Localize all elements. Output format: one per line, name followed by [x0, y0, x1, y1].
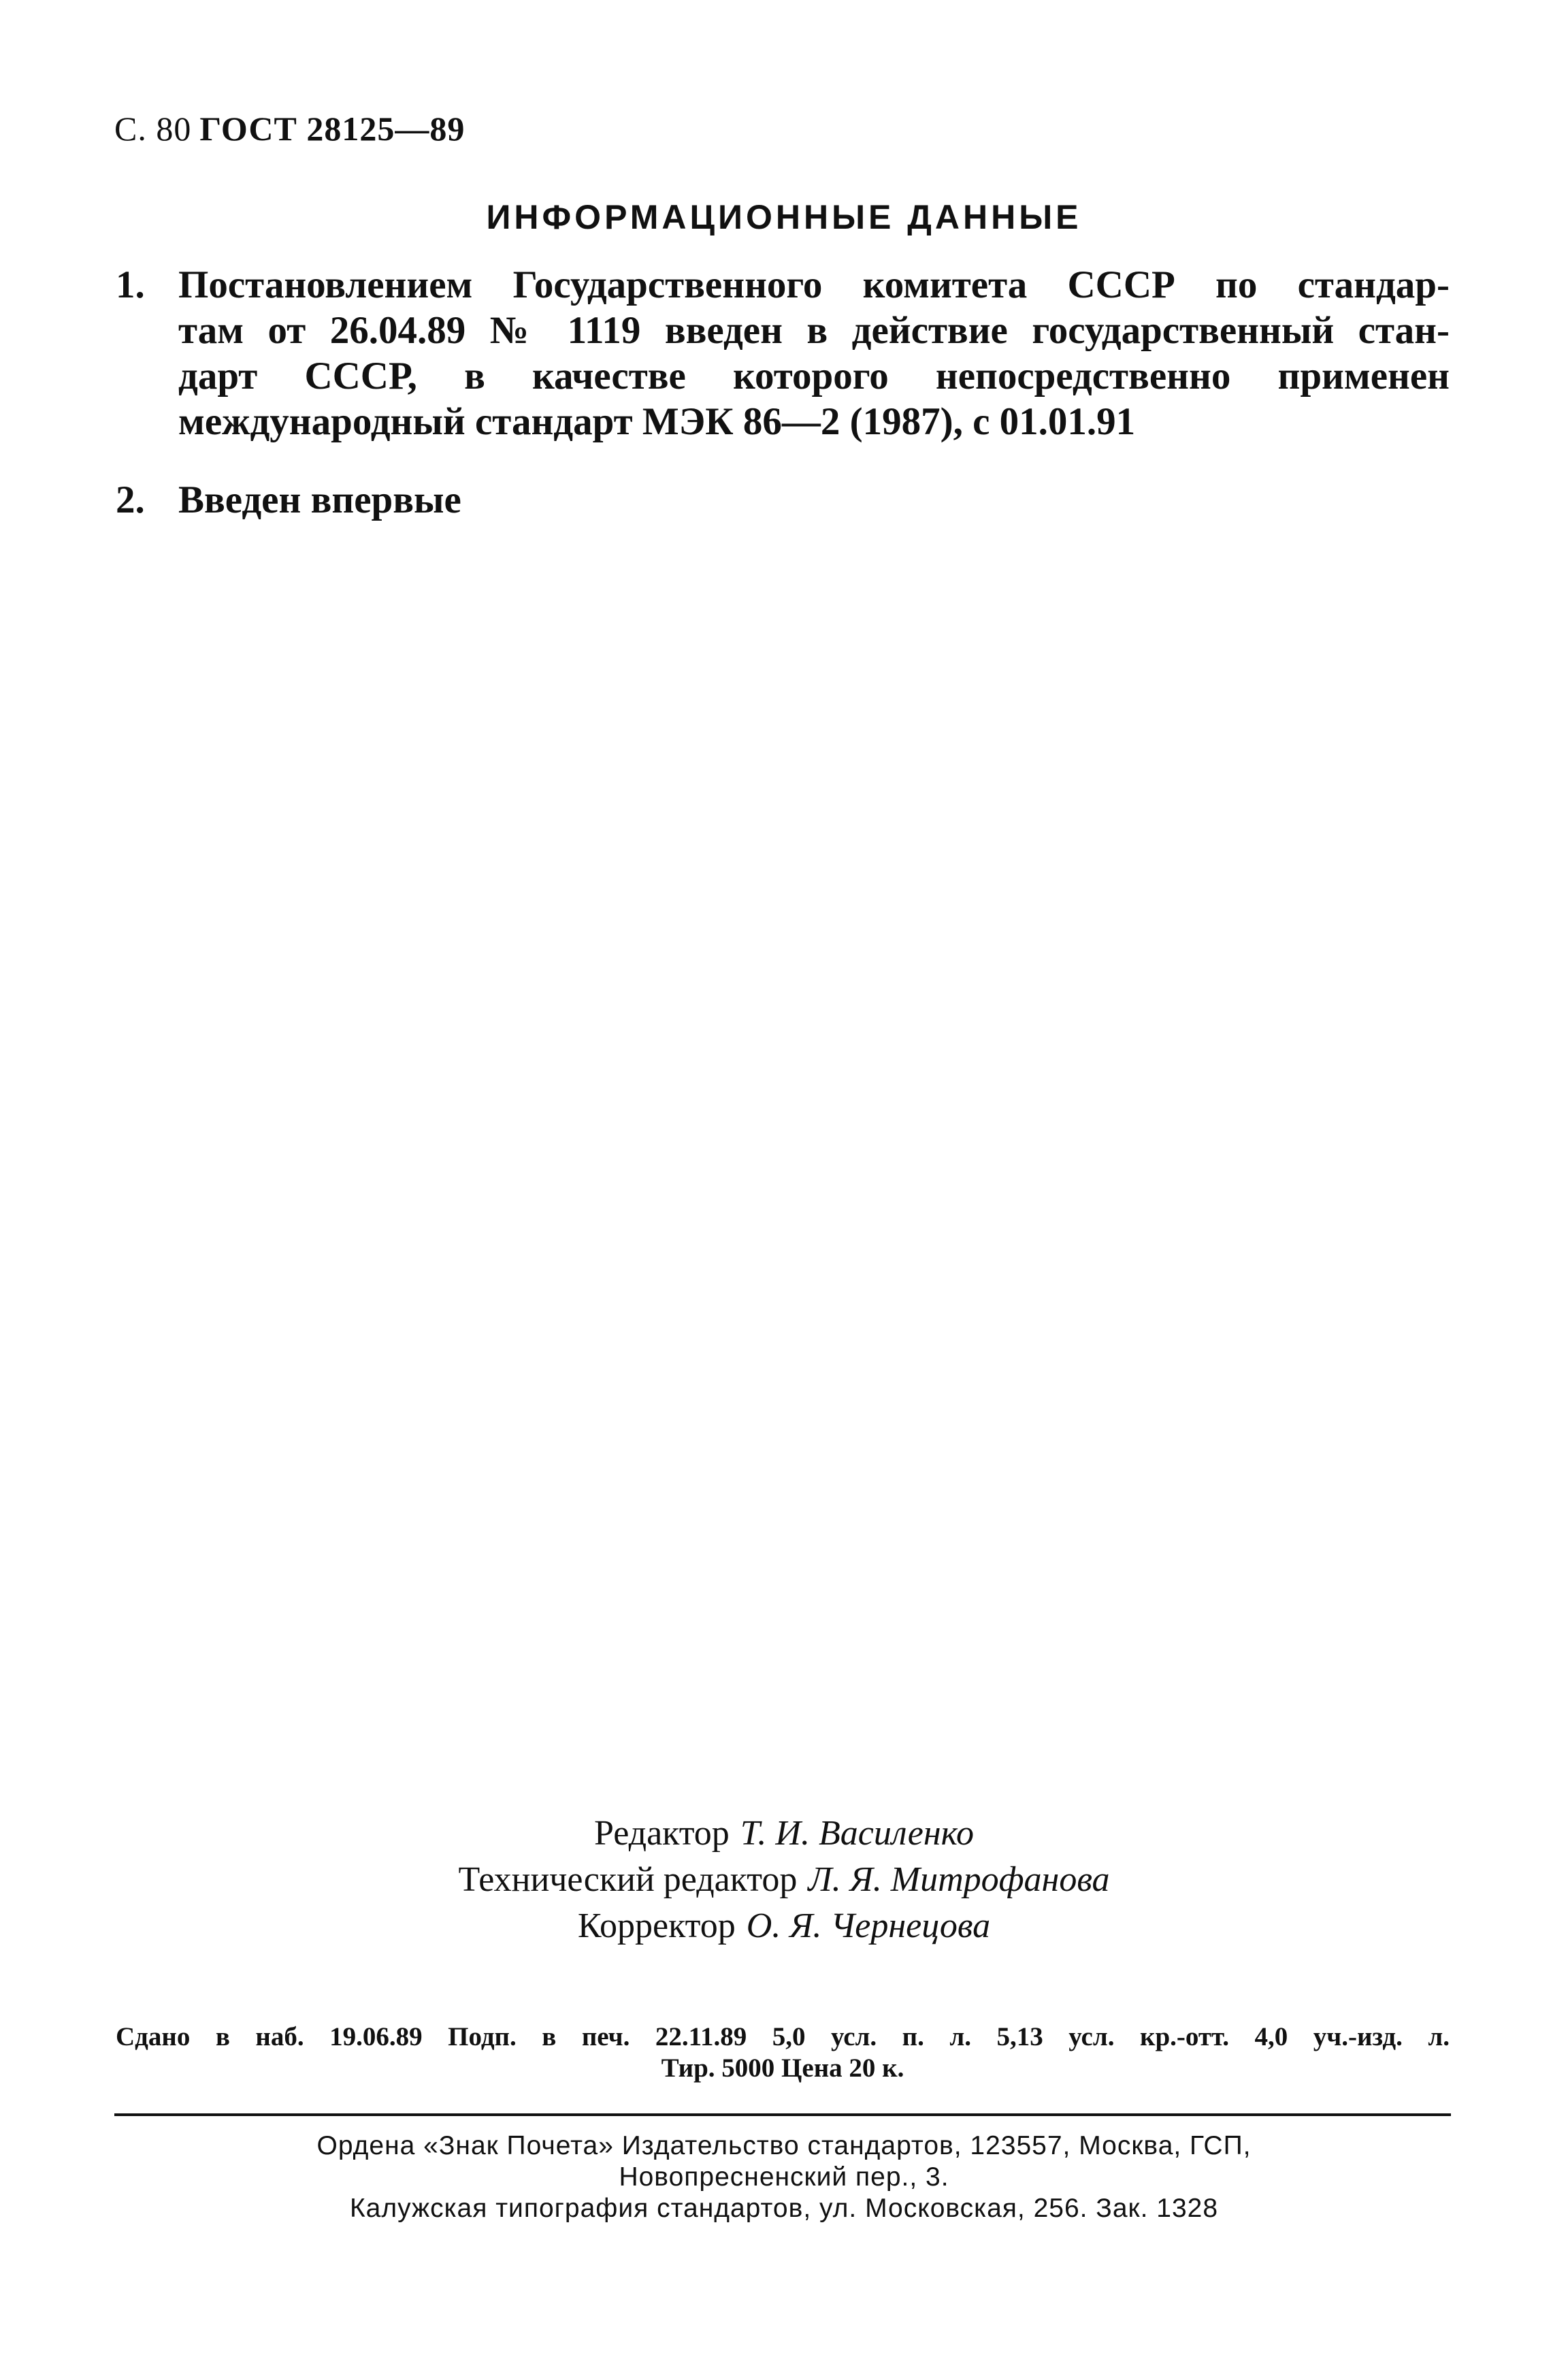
publisher-line: Калужская типография стандартов, ул. Московская, 256. Зак. 1328	[349, 2194, 1219, 2223]
info-list	[116, 262, 1450, 523]
item-line: дарт СССР, в качестве которого непосредственно применен	[178, 355, 1450, 397]
publisher-info	[0, 2130, 1568, 2224]
credit-person: О. Я. Чернецова	[746, 1906, 991, 1945]
credit-editor	[0, 1810, 1568, 1857]
print-info-line: Тир. 5000 Цена 20 к.	[661, 2053, 904, 2083]
section-title: ИНФОРМАЦИОННЫЕ ДАННЫЕ	[486, 198, 1082, 236]
publisher-line: Новопресненский пер., 3.	[619, 2162, 949, 2192]
item-line: там от 26.04.89 № 1119 введен в действие государственный стан-	[178, 309, 1450, 352]
publisher-line: Ордена «Знак Почета» Издательство стандартов, 123557, Москва, ГСП,	[316, 2131, 1252, 2160]
standard-id: ГОСТ 28125—89	[199, 110, 466, 148]
item-line: Введен впервые	[178, 478, 461, 521]
print-info	[116, 2021, 1450, 2084]
info-item-2	[116, 477, 1450, 523]
credit-role: Редактор	[593, 1814, 730, 1853]
page-number: С. 80	[114, 110, 192, 148]
credit-role: Корректор	[577, 1906, 736, 1945]
credit-person: Л. Я. Митрофанова	[808, 1860, 1110, 1899]
credit-person: Т. И. Василенко	[740, 1814, 975, 1853]
item-line: Постановлением Государственного комитета СССР по стандар-	[178, 263, 1450, 306]
item-number: 1.	[116, 263, 145, 306]
print-info-line: Сдано в наб. 19.06.89 Подп. в печ. 22.11.89 5,0 усл. п. л. 5,13 усл. кр.-отт. 4,0 уч.-изд. л.	[116, 2022, 1450, 2051]
info-item-1	[116, 262, 1450, 444]
credit-proofreader	[0, 1903, 1568, 1949]
credits-block	[0, 1810, 1568, 1949]
divider-rule	[114, 2113, 1451, 2116]
item-line: международный стандарт МЭК 86—2 (1987), с 01.01.91	[178, 400, 1136, 443]
credit-tech-editor	[0, 1857, 1568, 1903]
item-number: 2.	[116, 478, 145, 521]
credit-role: Технический редактор	[458, 1860, 798, 1899]
running-head	[114, 109, 465, 148]
